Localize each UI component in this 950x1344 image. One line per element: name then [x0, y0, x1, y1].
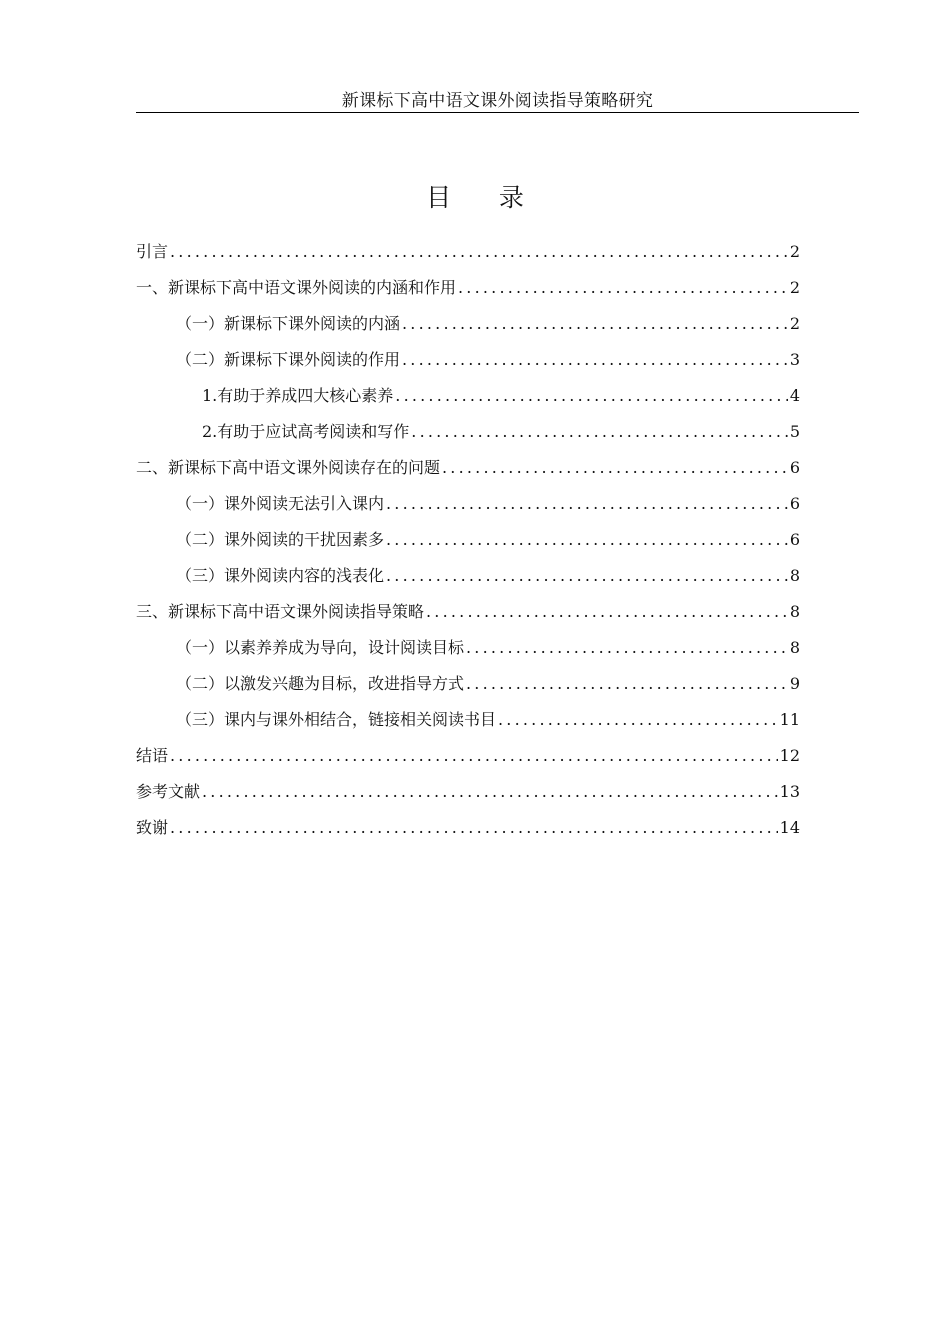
toc-page-number: 8: [789, 602, 800, 621]
toc-page-number: 4: [789, 386, 800, 405]
toc-entry[interactable]: [136, 813, 800, 849]
toc-entry[interactable]: [136, 669, 800, 705]
toc-dot-leader: [442, 453, 788, 483]
toc-entry-text: 一、新课标下高中语文课外阅读的内涵和作用: [136, 278, 457, 297]
toc-entry[interactable]: [136, 237, 800, 273]
toc-page-number: 3: [789, 350, 800, 369]
header-divider: [136, 112, 859, 113]
toc-dot-leader: [386, 561, 788, 591]
toc-entry-text: 结语: [136, 746, 169, 765]
toc-entry[interactable]: [136, 705, 800, 741]
toc-page-number: 6: [789, 494, 800, 513]
toc-entry-text: 2.有助于应试高考阅读和写作: [202, 422, 410, 441]
toc-entry-text: 致谢: [136, 818, 169, 837]
toc-entry-text: 三、新课标下高中语文课外阅读指导策略: [136, 602, 425, 621]
toc-entry-text: （二）以激发兴趣为目标，改进指导方式: [176, 674, 465, 693]
toc-entry-text: 参考文献: [136, 782, 201, 801]
toc-entry[interactable]: [136, 309, 800, 345]
toc-dot-leader: [411, 417, 788, 447]
toc-entry[interactable]: [136, 381, 800, 417]
toc-page-number: 2: [789, 242, 800, 261]
toc-dot-leader: [466, 633, 788, 663]
toc-dot-leader: [402, 345, 788, 375]
toc-dot-leader: [170, 237, 788, 267]
toc-entry-text: （一）新课标下课外阅读的内涵: [176, 314, 401, 333]
toc-dot-leader: [466, 669, 788, 699]
toc-entry-text: （三）课外阅读内容的浅表化: [176, 566, 385, 585]
toc-entry[interactable]: [136, 345, 800, 381]
toc-page-number: 5: [789, 422, 800, 441]
toc-entry[interactable]: [136, 777, 800, 813]
toc-title: 目 录: [426, 183, 524, 212]
toc-entry[interactable]: [136, 633, 800, 669]
toc-entry-text: 引言: [136, 242, 169, 261]
toc-page-number: 6: [789, 458, 800, 477]
toc-page-number: 9: [789, 674, 800, 693]
toc-entry-text: （一）课外阅读无法引入课内: [176, 494, 385, 513]
toc-page-number: 8: [789, 638, 800, 657]
toc-page-number: 8: [789, 566, 800, 585]
toc-entry[interactable]: [136, 273, 800, 309]
toc-dot-leader: [458, 273, 788, 303]
toc-entry[interactable]: [136, 489, 800, 525]
toc-dot-leader: [498, 705, 778, 735]
toc-entry[interactable]: [136, 525, 800, 561]
toc-entry[interactable]: [136, 741, 800, 777]
toc-entry-text: （二）新课标下课外阅读的作用: [176, 350, 401, 369]
toc-dot-leader: [386, 525, 788, 555]
toc-page-number: 13: [779, 782, 800, 801]
toc-entry-text: （三）课内与课外相结合，链接相关阅读书目: [176, 710, 497, 729]
toc-dot-leader: [202, 777, 778, 807]
toc-dot-leader: [426, 597, 788, 627]
toc-entry-text: （一）以素养养成为导向，设计阅读目标: [176, 638, 465, 657]
toc-page-number: 14: [779, 818, 800, 837]
toc-page-number: 2: [789, 314, 800, 333]
toc-dot-leader: [170, 813, 778, 843]
toc-dot-leader: [170, 741, 778, 771]
toc-dot-leader: [395, 381, 788, 411]
toc-entry[interactable]: [136, 561, 800, 597]
toc-entry[interactable]: [136, 417, 800, 453]
toc-entry-text: 1.有助于养成四大核心素养: [202, 386, 394, 405]
running-header-title: 新课标下高中语文课外阅读指导策略研究: [341, 91, 654, 111]
toc-entry[interactable]: [136, 597, 800, 633]
toc-page-number: 6: [789, 530, 800, 549]
toc-entry[interactable]: [136, 453, 800, 489]
toc-dot-leader: [402, 309, 788, 339]
toc-dot-leader: [386, 489, 788, 519]
toc-entry-text: （二）课外阅读的干扰因素多: [176, 530, 385, 549]
toc-page-number: 11: [779, 710, 800, 729]
toc-page-number: 2: [789, 278, 800, 297]
toc-page-number: 12: [779, 746, 800, 765]
table-of-contents: [136, 237, 800, 849]
toc-entry-text: 二、新课标下高中语文课外阅读存在的问题: [136, 458, 441, 477]
